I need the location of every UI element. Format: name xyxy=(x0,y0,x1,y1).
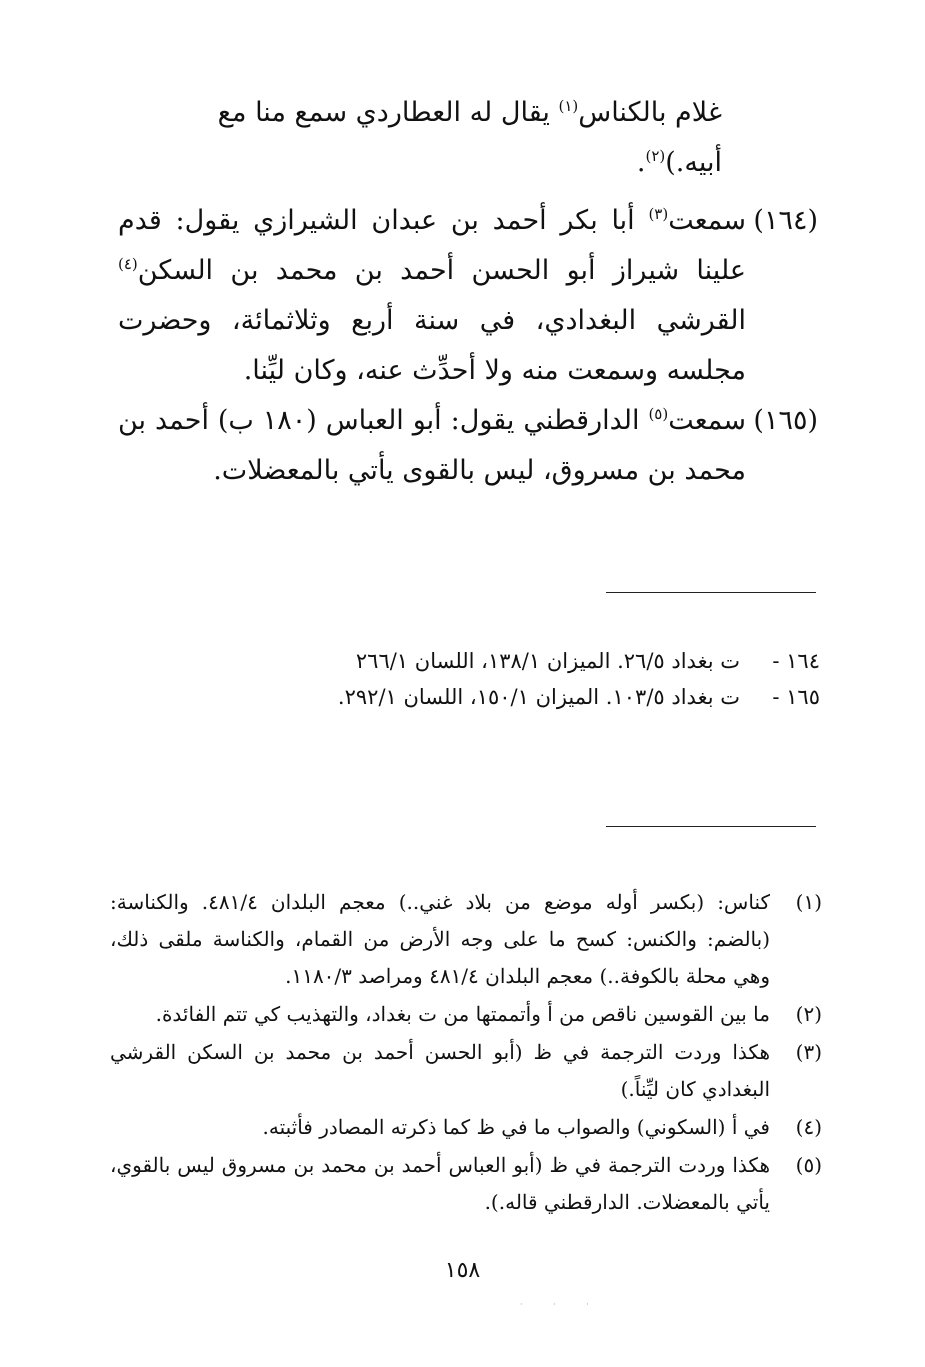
source-number: ١٦٥ - xyxy=(772,685,820,709)
footnote-1 xyxy=(110,884,822,995)
source-item xyxy=(200,679,820,715)
source-number: ١٦٤ - xyxy=(772,649,820,673)
footnote-number: (٤) xyxy=(795,1115,822,1139)
scan-specks: · · · xyxy=(520,1300,603,1309)
footnote-number: (٢) xyxy=(795,1002,822,1026)
footnote-5 xyxy=(110,1147,822,1221)
footnote-ref-5[interactable]: (٥) xyxy=(648,405,669,423)
continuation-line-1: غلام بالكناس$^{(١)}$ يقال له العطاردي سمع منا مع xyxy=(217,97,722,128)
continuation-line-2: أبيه.)$^{(٢)}$. xyxy=(636,147,722,178)
footnote-ref-1[interactable]: (١) xyxy=(558,97,579,115)
entry-text: سمعت$^{(٣)}$ أبا بكر أحمد بن عبدان الشيرازي يقول: قدم علينا شيراز أبو الحسن أحمد بن محمد بن السكن$^{(٤)}$ القرشي البغدادي، في سنة أربع وثلاثمائة، وحضرت مجلسه وسمعت منه ولا أحدِّث عنه، وكان ليِّنا. xyxy=(118,205,746,386)
divider-footnotes xyxy=(606,826,816,827)
footnotes-list xyxy=(110,884,822,1222)
footnote-number: (٥) xyxy=(795,1153,822,1177)
sources-list xyxy=(200,643,820,715)
footnote-text: كناس: (بكسر أوله موضع من بلاد غني..) معجم البلدان ٤٨١/٤. والكناسة: (بالضم: والكنس: كسح ما على وجه الأرض من القمام، والكناسة ملقى ذلك، وهي محلة بالكوفة..) معجم البلدان ٤٨١/٤ ومراصد ١١٨٠/٣. xyxy=(110,890,770,988)
entry-165 xyxy=(118,396,818,496)
footnote-text: في أ (السكوني) والصواب ما في ظ كما ذكرته المصادر فأثبته. xyxy=(262,1115,770,1139)
divider-sources xyxy=(606,592,816,593)
footnote-4 xyxy=(110,1109,822,1146)
source-text: ت بغداد ٢٦/٥. الميزان ١٣٨/١، اللسان ٢٦٦/١ xyxy=(355,649,740,673)
footnote-3 xyxy=(110,1034,822,1108)
footnote-text: هكذا وردت الترجمة في ظ (أبو الحسن أحمد بن محمد بن السكن القرشي البغدادي كان ليِّناً.) xyxy=(110,1040,770,1101)
footnote-ref-4[interactable]: (٤) xyxy=(118,255,138,273)
footnote-2 xyxy=(110,996,822,1033)
main-text xyxy=(118,88,818,496)
entry-number: (١٦٥) xyxy=(753,405,818,436)
source-item xyxy=(200,643,820,679)
footnote-ref-2[interactable]: (٢) xyxy=(645,147,666,165)
footnote-text: ما بين القوسين ناقص من أ وأتممتها من ت بغداد، والتهذيب كي تتم الفائدة. xyxy=(155,1002,770,1026)
source-text: ت بغداد ١٠٣/٥. الميزان ١٥٠/١، اللسان ٢٩٢/١. xyxy=(337,685,740,709)
page-number: ١٥٨ xyxy=(444,1258,481,1283)
entry-164 xyxy=(118,196,818,396)
footnote-number: (١) xyxy=(795,890,822,914)
entry-text: سمعت$^{(٥)}$ الدارقطني يقول: أبو العباس (١٨٠ ب) أحمد بن محمد بن مسروق، ليس بالقوى يأتي بالمعضلات. xyxy=(118,405,746,486)
footnote-ref-3[interactable]: (٣) xyxy=(648,205,669,223)
footnote-text: هكذا وردت الترجمة في ظ (أبو العباس أحمد بن محمد بن مسروق ليس بالقوي، يأتي بالمعضلات. الدارقطني قاله.). xyxy=(110,1153,770,1214)
footnote-number: (٣) xyxy=(795,1040,822,1064)
entry-number: (١٦٤) xyxy=(753,205,818,236)
continuation-paragraph xyxy=(118,88,818,188)
